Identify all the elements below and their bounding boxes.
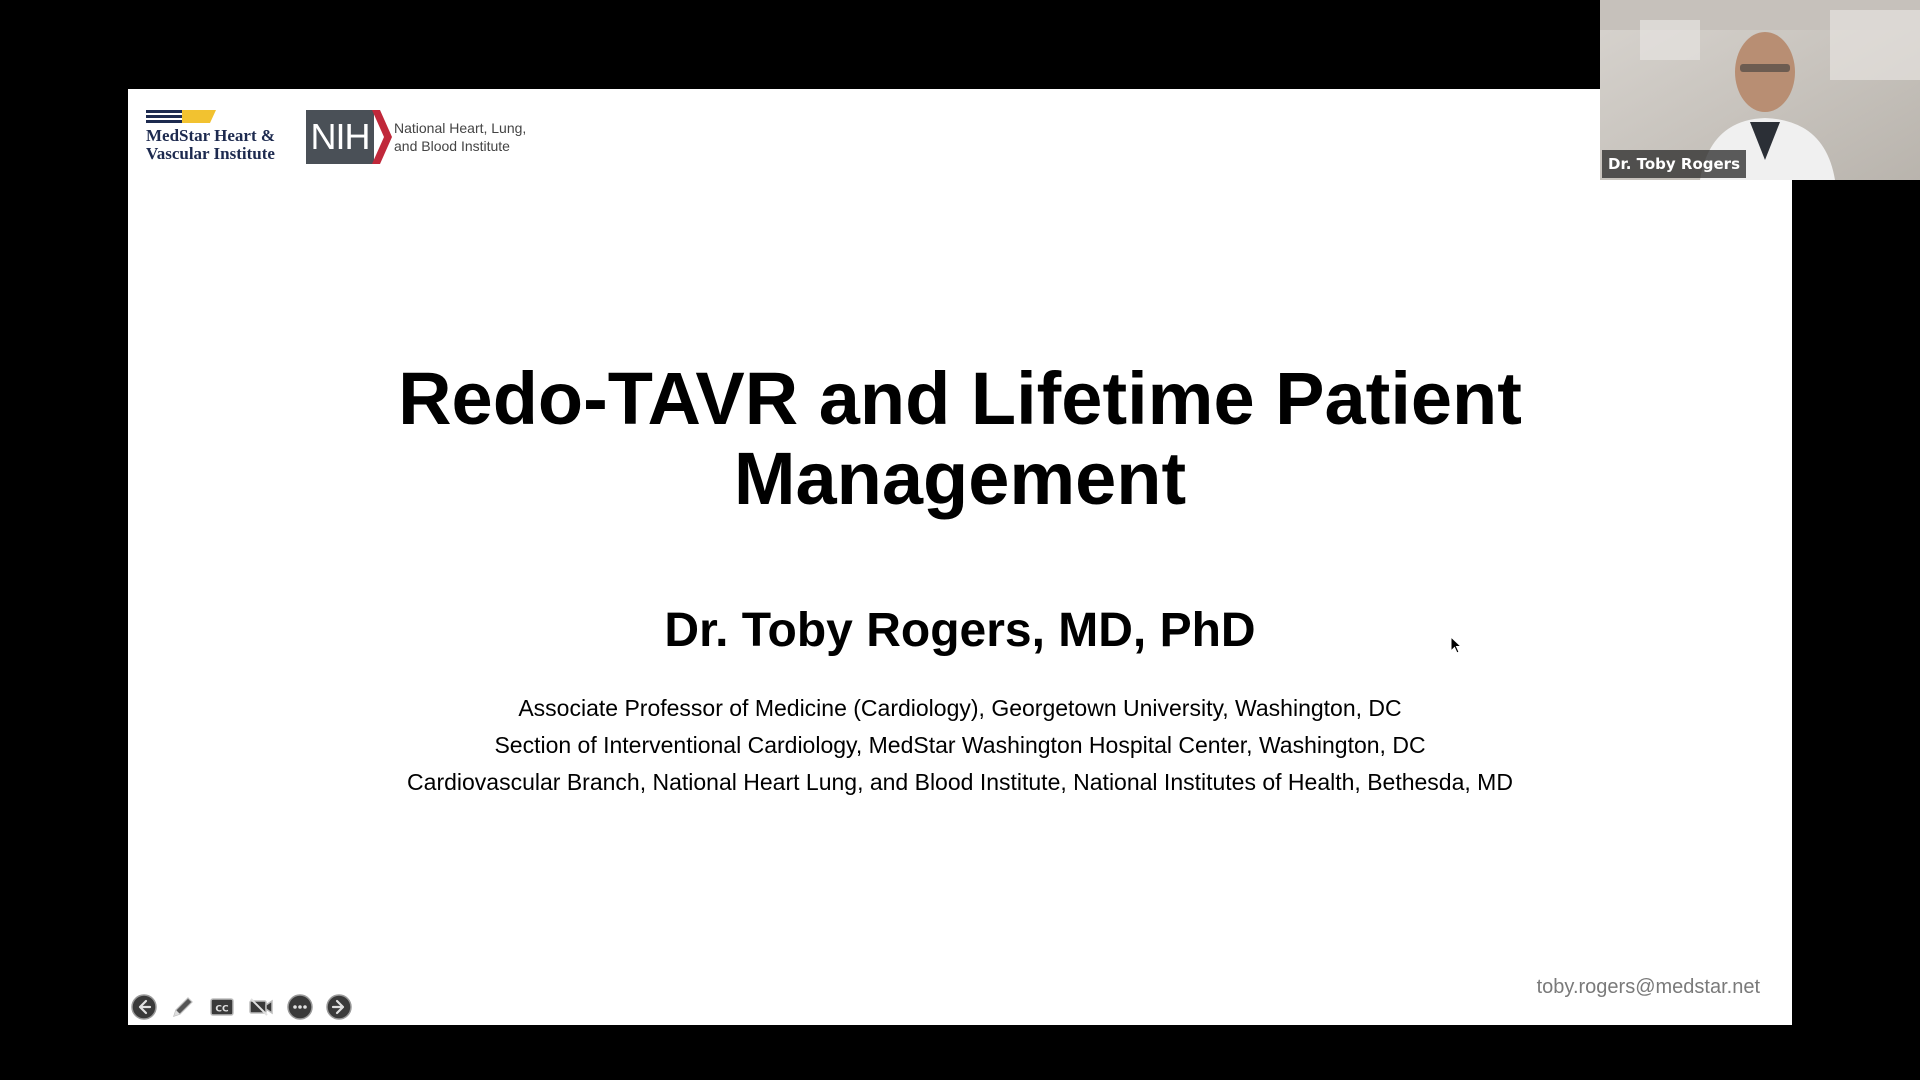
more-options-button[interactable] [286, 993, 314, 1021]
medstar-line1: MedStar Heart & [146, 126, 276, 145]
nih-chevron-icon [372, 110, 392, 164]
nih-line1: National Heart, Lung, [394, 120, 527, 136]
previous-slide-button[interactable] [130, 993, 158, 1021]
nih-logo [306, 110, 546, 164]
svg-text:CC: CC [215, 1004, 229, 1015]
affiliation-line: Section of Interventional Cardiology, MedStar Washington Hospital Center, Washington, DC [494, 732, 1426, 758]
medstar-stripes-icon [146, 109, 216, 125]
pen-tool-button[interactable] [169, 993, 197, 1021]
medstar-line2: Vascular Institute [146, 144, 275, 163]
closed-captions-icon [208, 993, 236, 1021]
medstar-logo [146, 109, 296, 165]
presenter-name: Dr. Toby Rogers, MD, PhD [664, 604, 1256, 657]
slide-title-line2: Management [733, 437, 1187, 520]
slide-title-line1: Redo-TAVR and Lifetime Patient [398, 357, 1522, 440]
pen-icon [169, 993, 197, 1021]
next-slide-button[interactable] [325, 993, 353, 1021]
arrow-right-icon [325, 993, 353, 1021]
nih-wordmark [394, 119, 554, 155]
slideshow-controls [130, 993, 353, 1021]
video-off-icon [247, 993, 275, 1021]
mouse-cursor-icon [1450, 636, 1462, 654]
presenter-email: toby.rogers@medstar.net [1536, 976, 1760, 998]
affiliation-line: Associate Professor of Medicine (Cardiology), Georgetown University, Washington, DC [518, 695, 1402, 721]
nih-line2: and Blood Institute [394, 138, 510, 154]
slide-title [128, 359, 1792, 519]
captions-button[interactable] [208, 993, 236, 1021]
arrow-left-icon [130, 993, 158, 1021]
affiliations [128, 690, 1792, 801]
presentation-slide [128, 89, 1792, 1025]
nih-mark: NIH [306, 110, 374, 164]
medstar-wordmark [146, 127, 306, 163]
participant-name-label: Dr. Toby Rogers [1602, 150, 1746, 178]
more-icon [286, 993, 314, 1021]
affiliation-line: Cardiovascular Branch, National Heart Lung, and Blood Institute, National Institutes of Health, Bethesda, MD [407, 769, 1513, 795]
camera-toggle-button[interactable] [247, 993, 275, 1021]
participant-video-tile[interactable] [1600, 0, 1920, 180]
